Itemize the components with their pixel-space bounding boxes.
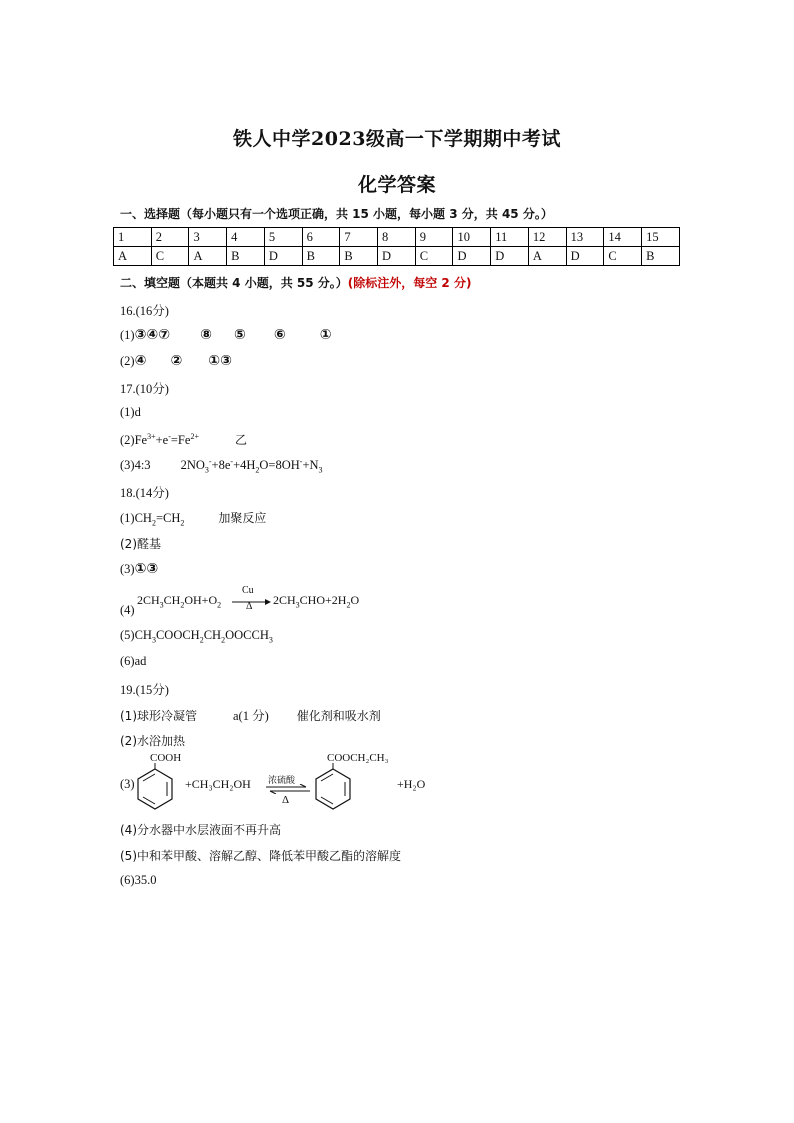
- q17-part1: (1)d: [120, 405, 141, 419]
- q16-p2-b: ②: [170, 353, 183, 369]
- answer-cell: A: [189, 247, 227, 266]
- answer-cell: D: [491, 247, 529, 266]
- answer-cell: C: [415, 247, 453, 266]
- q19-p3-heat: Δ: [282, 794, 290, 806]
- question-number-cell: 15: [642, 228, 680, 247]
- q16-p1-d: ⑥: [273, 327, 286, 343]
- q18-part4-label: (4): [120, 603, 135, 617]
- q16-p1-c: ⑤: [234, 327, 246, 343]
- q16-p2-label: (2): [120, 354, 135, 368]
- reversible-arrow-icon: [266, 784, 310, 794]
- question-number-cell: 13: [566, 228, 604, 247]
- page-subtitle: 化学答案: [357, 174, 436, 196]
- q19-p3-ethanol: +CH₃CH₂OH: [185, 777, 251, 791]
- q16-p1-e: ①: [319, 327, 332, 343]
- answer-cell: D: [378, 247, 416, 266]
- answer-cell: A: [528, 247, 566, 266]
- q18-p4-heat: Δ: [246, 601, 253, 612]
- q19-p3-water: +H₂O: [397, 777, 426, 791]
- benzene-ring-icon: [311, 763, 355, 813]
- q16-part2: [120, 353, 232, 369]
- q19-part6: (6)35.0: [120, 873, 157, 887]
- question-number-cell: 3: [189, 228, 227, 247]
- q19-title: 19.(15分): [120, 683, 169, 697]
- q18-part3: [120, 561, 158, 577]
- section2-title: 二、填空题（本题共 4 小题，共 55 分。）: [120, 276, 348, 290]
- q19-part1: [120, 706, 381, 724]
- q18-part5: $(5)CH_3COOCH_2CH_2OOCCH_3$: [120, 628, 273, 645]
- q16-p1-a: ③④⑦: [134, 327, 171, 343]
- q18-p3-val: ①③: [134, 561, 159, 577]
- q19-p3-ester-label: COOCH₂CH₃: [327, 752, 389, 764]
- question-number-cell: 12: [528, 228, 566, 247]
- q16-p2-a: ④: [134, 353, 147, 369]
- answer-table-answers-row: [114, 247, 680, 266]
- page-title: 铁人中学2023级高一下学期期中考试: [233, 128, 561, 150]
- question-number-cell: 1: [114, 228, 152, 247]
- answer-cell: B: [227, 247, 265, 266]
- question-number-cell: 7: [340, 228, 378, 247]
- q16-title: 16.(16分): [120, 304, 169, 318]
- question-number-cell: 6: [302, 228, 340, 247]
- answer-cell: D: [453, 247, 491, 266]
- question-number-cell: 2: [151, 228, 189, 247]
- q18-part2: (2)醛基: [120, 537, 161, 551]
- q19-p1-c: 催化剂和吸水剂: [296, 709, 381, 723]
- q19-p3-catalyst: 浓硫酸: [268, 776, 296, 786]
- question-number-cell: 8: [378, 228, 416, 247]
- section2-note: (除标注外，每空 2 分): [347, 276, 472, 290]
- answer-cell: B: [340, 247, 378, 266]
- answer-cell: D: [566, 247, 604, 266]
- answer-cell: B: [302, 247, 340, 266]
- answer-table: [113, 227, 680, 266]
- answer-cell: C: [151, 247, 189, 266]
- answer-cell: D: [264, 247, 302, 266]
- q18-title: 18.(14分): [120, 486, 169, 500]
- answer-cell: A: [114, 247, 152, 266]
- q18-p4-left: $2CH_3CH_2OH+O_2$: [137, 593, 222, 610]
- q19-p1-b: a(1 分): [233, 709, 269, 723]
- q19-part2: (2)水浴加热: [120, 734, 185, 748]
- q18-p3-label: (3): [120, 562, 135, 576]
- q18-part1: $(1)CH_2=CH_2$ 加聚反应: [120, 511, 267, 528]
- question-number-cell: 4: [227, 228, 265, 247]
- q19-p3-cooh: COOH: [150, 752, 182, 764]
- q19-part5: (5)中和苯甲酸、溶解乙醇、降低苯甲酸乙酯的溶解度: [120, 849, 402, 863]
- section2-heading: [120, 274, 471, 291]
- q17-part3: (3)4:3 $2NO_3^-+8e^-+4H_2O=8OH^-+N_3$: [120, 457, 323, 475]
- section1-heading: 一、选择题（每小题只有一个选项正确，共 15 小题，每小题 3 分，共 45 分。）: [120, 207, 553, 221]
- q17-p2-label: (2): [120, 433, 135, 447]
- question-number-cell: 5: [264, 228, 302, 247]
- q19-part4: (4)分水器中水层液面不再升高: [120, 823, 281, 837]
- q19-p1-label: (1)球形冷凝管: [120, 709, 197, 723]
- q18-p4-right: $2CH_3CHO+2H_2O$: [273, 593, 360, 610]
- q17-title: 17.(10分): [120, 382, 169, 396]
- q16-p1-label: (1): [120, 328, 135, 342]
- q16-p1-b: ⑧: [200, 327, 212, 343]
- q17-part2: $(2)Fe^{3+}+e^-=Fe^{2+}$ 乙: [120, 431, 247, 447]
- question-number-cell: 11: [491, 228, 529, 247]
- q17-p2-extra: 乙: [234, 433, 247, 447]
- answer-cell: C: [604, 247, 642, 266]
- q19-part3-label: (3): [120, 777, 135, 791]
- q18-p1-label: (1): [120, 511, 135, 525]
- question-number-cell: 10: [453, 228, 491, 247]
- benzene-ring-icon: [133, 763, 177, 813]
- answer-cell: B: [642, 247, 680, 266]
- question-number-cell: 9: [415, 228, 453, 247]
- q18-p4-catalyst: Cu: [242, 585, 254, 596]
- q18-part6: (6)ad: [120, 654, 147, 668]
- q16-part1: [120, 327, 332, 343]
- q17-p3-label: (3)4:3: [120, 458, 151, 473]
- q16-p2-c: ①③: [208, 353, 233, 369]
- q18-p5-label: (5): [120, 628, 135, 642]
- question-number-cell: 14: [604, 228, 642, 247]
- q18-p1-extra: 加聚反应: [218, 511, 267, 525]
- answer-table-numbers-row: [114, 228, 680, 247]
